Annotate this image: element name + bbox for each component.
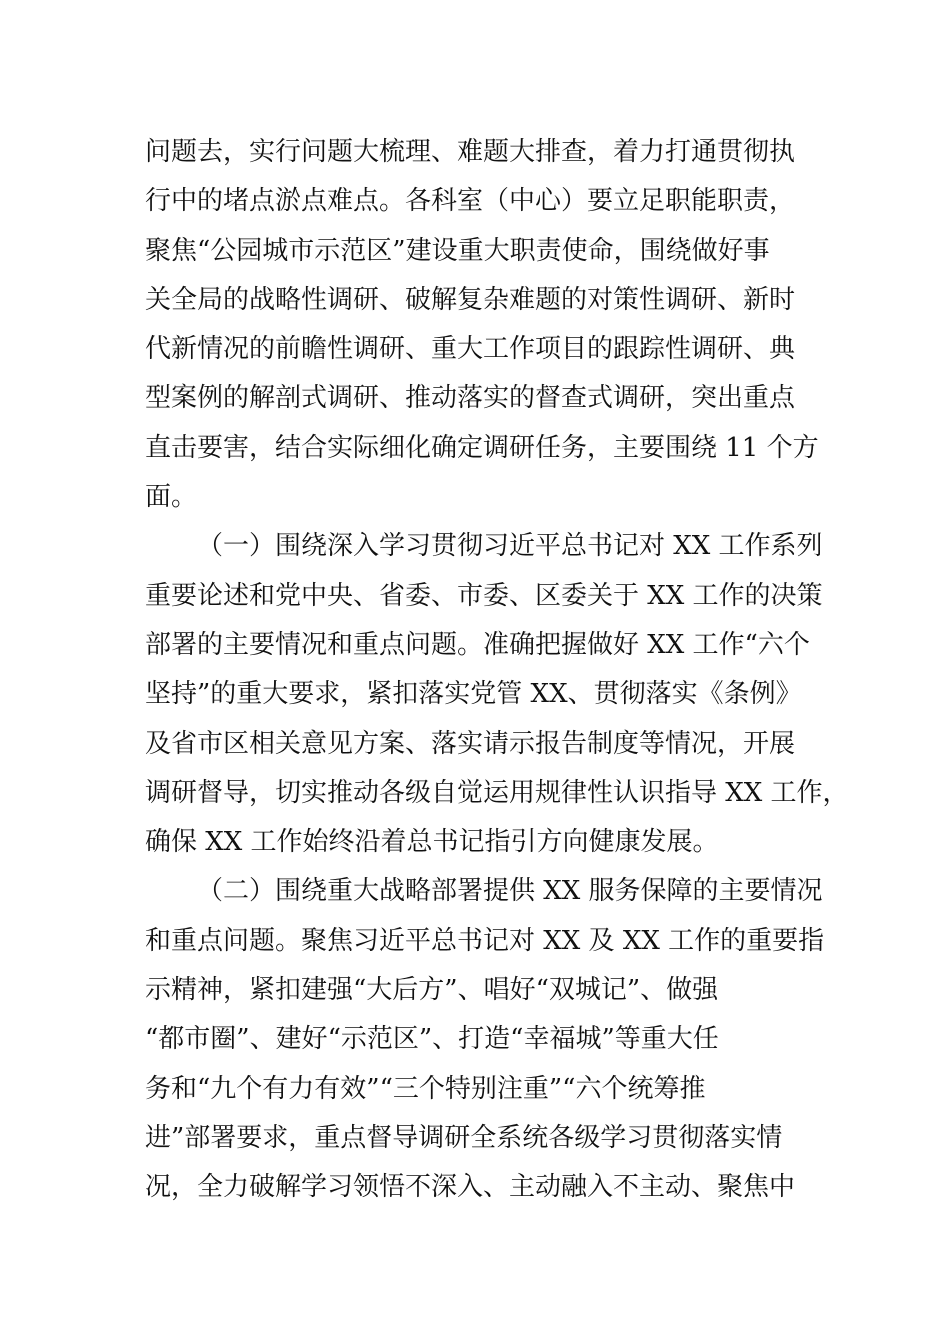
text-line: （二）围绕重大战略部署提供 XX 服务保障的主要情况 [197,876,823,907]
text-line: 坚持”的重大要求，紧扣落实党管 XX、贯彻落实《条例》 [145,679,802,710]
text-line: 调研督导，切实推动各级自觉运用规律性认识指导 XX 工作， [145,777,849,808]
text-line: （一）围绕深入学习贯彻习近平总书记对 XX 工作系列 [197,531,823,562]
text-line: 代新情况的前瞻性调研、重大工作项目的跟踪性调研、典 [145,334,796,365]
text-line: 确保 XX 工作始终沿着总书记指引方向健康发展。 [145,827,719,858]
paragraph-1 [145,128,819,522]
text-line: 进”部署要求，重点督导调研全系统各级学习贯彻落实情 [145,1122,783,1153]
text-line: 部署的主要情况和重点问题。准确把握做好 XX 工作“六个 [145,629,810,660]
text-line: 问题去，实行问题大梳理、难题大排查，着力打通贯彻执 [145,137,796,167]
document-body [145,128,849,1213]
text-line: 和重点问题。聚焦习近平总书记对 XX 及 XX 工作的重要指 [145,925,825,956]
text-line: 直击要害，结合实际细化确定调研任务，主要围绕 11 个方 [145,432,819,463]
text-line: 关全局的战略性调研、破解复杂难题的对策性调研、新时 [145,284,796,315]
text-line: “都市圈”、建好“示范区”、打造“幸福城”等重大任 [145,1024,719,1055]
text-line: 型案例的解剖式调研、推动落实的督查式调研，突出重点 [145,383,796,414]
text-line: 及省市区相关意见方案、落实请示报告制度等情况，开展 [145,728,796,759]
text-line: 聚焦“公园城市示范区”建设重大职责使命，围绕做好事 [145,235,770,266]
text-line: 务和“九个有力有效”“三个特别注重”“六个统筹推 [145,1073,706,1104]
text-line: 况，全力破解学习领悟不深入、主动融入不主动、聚焦中 [145,1172,796,1203]
text-line: 示精神，紧扣建强“大后方”、唱好“双城记”、做强 [145,975,719,1006]
text-line: 重要论述和党中央、省委、市委、区委关于 XX 工作的决策 [145,580,823,611]
text-line: 行中的堵点淤点难点。各科室（中心）要立足职能职责， [145,186,796,217]
text-line: 面。 [145,482,198,513]
paragraph-2 [145,522,849,867]
paragraph-3 [145,867,825,1212]
